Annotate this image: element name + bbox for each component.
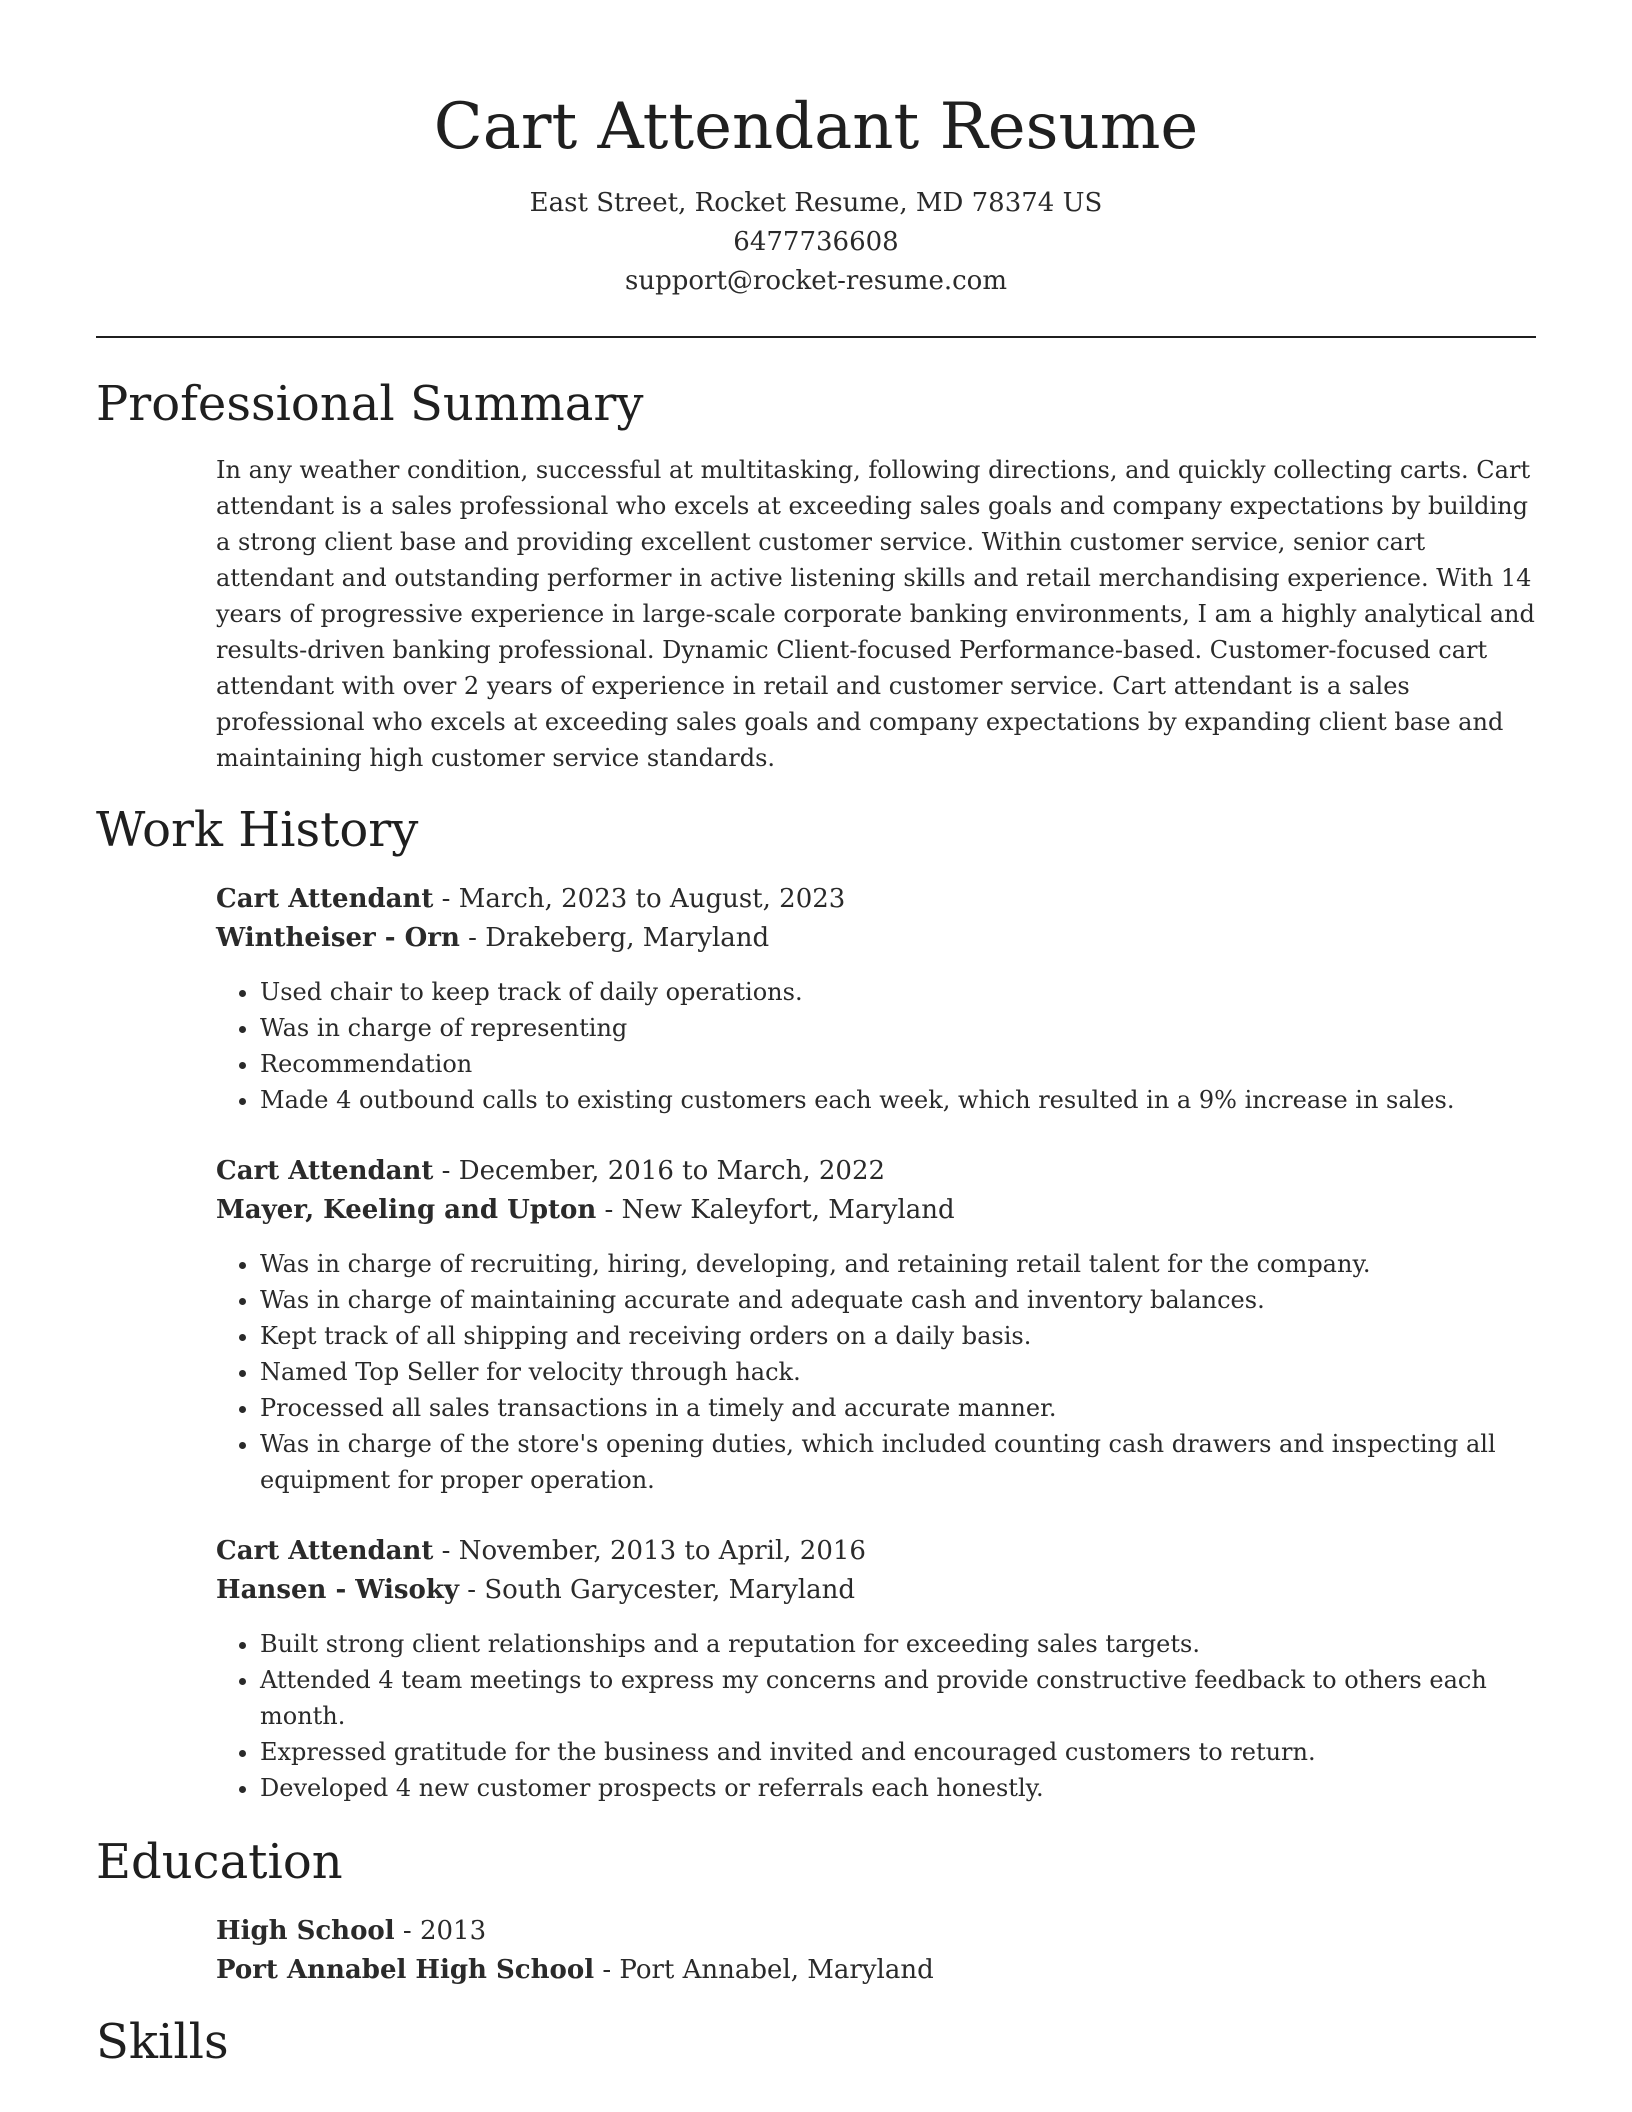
- job-entry: [216, 1532, 1536, 1806]
- page-title: Cart Attendant Resume: [433, 90, 1199, 164]
- bullet-item: • Processed all sales transactions in a timely and accurate manner.: [260, 1390, 1536, 1426]
- work-history-heading: Work History: [96, 802, 419, 858]
- education-school: Port Annabel High School: [216, 1955, 595, 1985]
- resume-page: [96, 0, 1536, 2112]
- bullet-item: • Was in charge of recruiting, hiring, developing, and retaining retail talent for the company.: [260, 1246, 1536, 1282]
- job-company-line: [216, 1191, 1536, 1230]
- summary-section: [216, 452, 1536, 776]
- skills-heading: Skills: [96, 2014, 229, 2070]
- bullet-item: • Built strong client relationships and a reputation for exceeding sales targets.: [260, 1626, 1536, 1662]
- education-heading: Education: [96, 1834, 343, 1890]
- job-title-line: [216, 1152, 1536, 1191]
- job-title-line: [216, 880, 1536, 919]
- contact-address: East Street, Rocket Resume, MD 78374 US: [529, 188, 1103, 218]
- bullet-item: • Made 4 outbound calls to existing customers each week, which resulted in a 9% increase in sales.: [260, 1082, 1536, 1118]
- job-dates: - November, 2013 to April, 2016: [433, 1536, 866, 1566]
- job-company-line: [216, 1571, 1536, 1610]
- resume-header: [96, 0, 1536, 301]
- bullet-item: • Expressed gratitude for the business and invited and encouraged customers to return.: [260, 1734, 1536, 1770]
- bullet-item: • Developed 4 new customer prospects or referrals each honestly.: [260, 1770, 1536, 1806]
- bullet-item: • Was in charge of the store's opening duties, which included counting cash drawers and inspecting all equipment for proper operation.: [260, 1426, 1536, 1498]
- education-section: [216, 1912, 1536, 1990]
- education-degree: High School: [216, 1916, 395, 1946]
- job-location: - South Garycester, Maryland: [459, 1575, 856, 1605]
- education-year: - 2013: [394, 1916, 487, 1946]
- job-entry: [216, 1152, 1536, 1498]
- education-location: - Port Annabel, Maryland: [594, 1955, 934, 1985]
- education-school-line: [216, 1951, 1536, 1990]
- education-degree-line: [216, 1912, 1536, 1951]
- job-bullets: [216, 974, 1536, 1118]
- summary-text: In any weather condition, successful at multitasking, following directions, and quickly collecting carts. Cart attendant is a sales professional who excels at exceeding sales goals and company expectations by building a strong client base and providing excellent customer service. Within customer service, senior cart attendant and outstanding performer in active listening skills and retail merchandising experience. With 14 years of progressive experience in large-scale corporate banking environments, I am a highly analytical and results-driven banking professional. Dynamic Client-focused Performance-based. Customer-focused cart attendant with over 2 years of experience in retail and customer service. Cart attendant is a sales professional who excels at exceeding sales goals and company expectations by expanding client base and maintaining high customer service standards.: [216, 456, 1535, 772]
- job-role: Cart Attendant: [216, 1156, 434, 1186]
- header-divider: [96, 336, 1536, 338]
- job-entry: [216, 880, 1536, 1118]
- bullet-item: • Used chair to keep track of daily operations.: [260, 974, 1536, 1010]
- job-bullets: [216, 1626, 1536, 1806]
- summary-heading: Professional Summary: [96, 376, 644, 432]
- bullet-item: • Attended 4 team meetings to express my concerns and provide constructive feedback to others each month.: [260, 1662, 1536, 1734]
- job-role: Cart Attendant: [216, 884, 434, 914]
- job-company: Mayer, Keeling and Upton: [216, 1195, 597, 1225]
- job-company: Hansen - Wisoky: [216, 1575, 460, 1605]
- work-history-section: [216, 880, 1536, 1806]
- bullet-item: • Was in charge of maintaining accurate and adequate cash and inventory balances.: [260, 1282, 1536, 1318]
- job-dates: - December, 2016 to March, 2022: [433, 1156, 886, 1186]
- job-bullets: [216, 1246, 1536, 1498]
- job-role: Cart Attendant: [216, 1536, 434, 1566]
- bullet-item: • Kept track of all shipping and receiving orders on a daily basis.: [260, 1318, 1536, 1354]
- job-location: - New Kaleyfort, Maryland: [596, 1195, 955, 1225]
- job-company: Wintheiser - Orn: [216, 923, 460, 953]
- job-location: - Drakeberg, Maryland: [459, 923, 770, 953]
- job-title-line: [216, 1532, 1536, 1571]
- bullet-item: • Named Top Seller for velocity through hack.: [260, 1354, 1536, 1390]
- job-dates: - March, 2023 to August, 2023: [433, 884, 846, 914]
- bullet-item: • Was in charge of representing: [260, 1010, 1536, 1046]
- bullet-item: • Recommendation: [260, 1046, 1536, 1082]
- contact-email: support@rocket-resume.com: [624, 266, 1007, 296]
- contact-phone: 6477736608: [733, 227, 899, 257]
- job-company-line: [216, 919, 1536, 958]
